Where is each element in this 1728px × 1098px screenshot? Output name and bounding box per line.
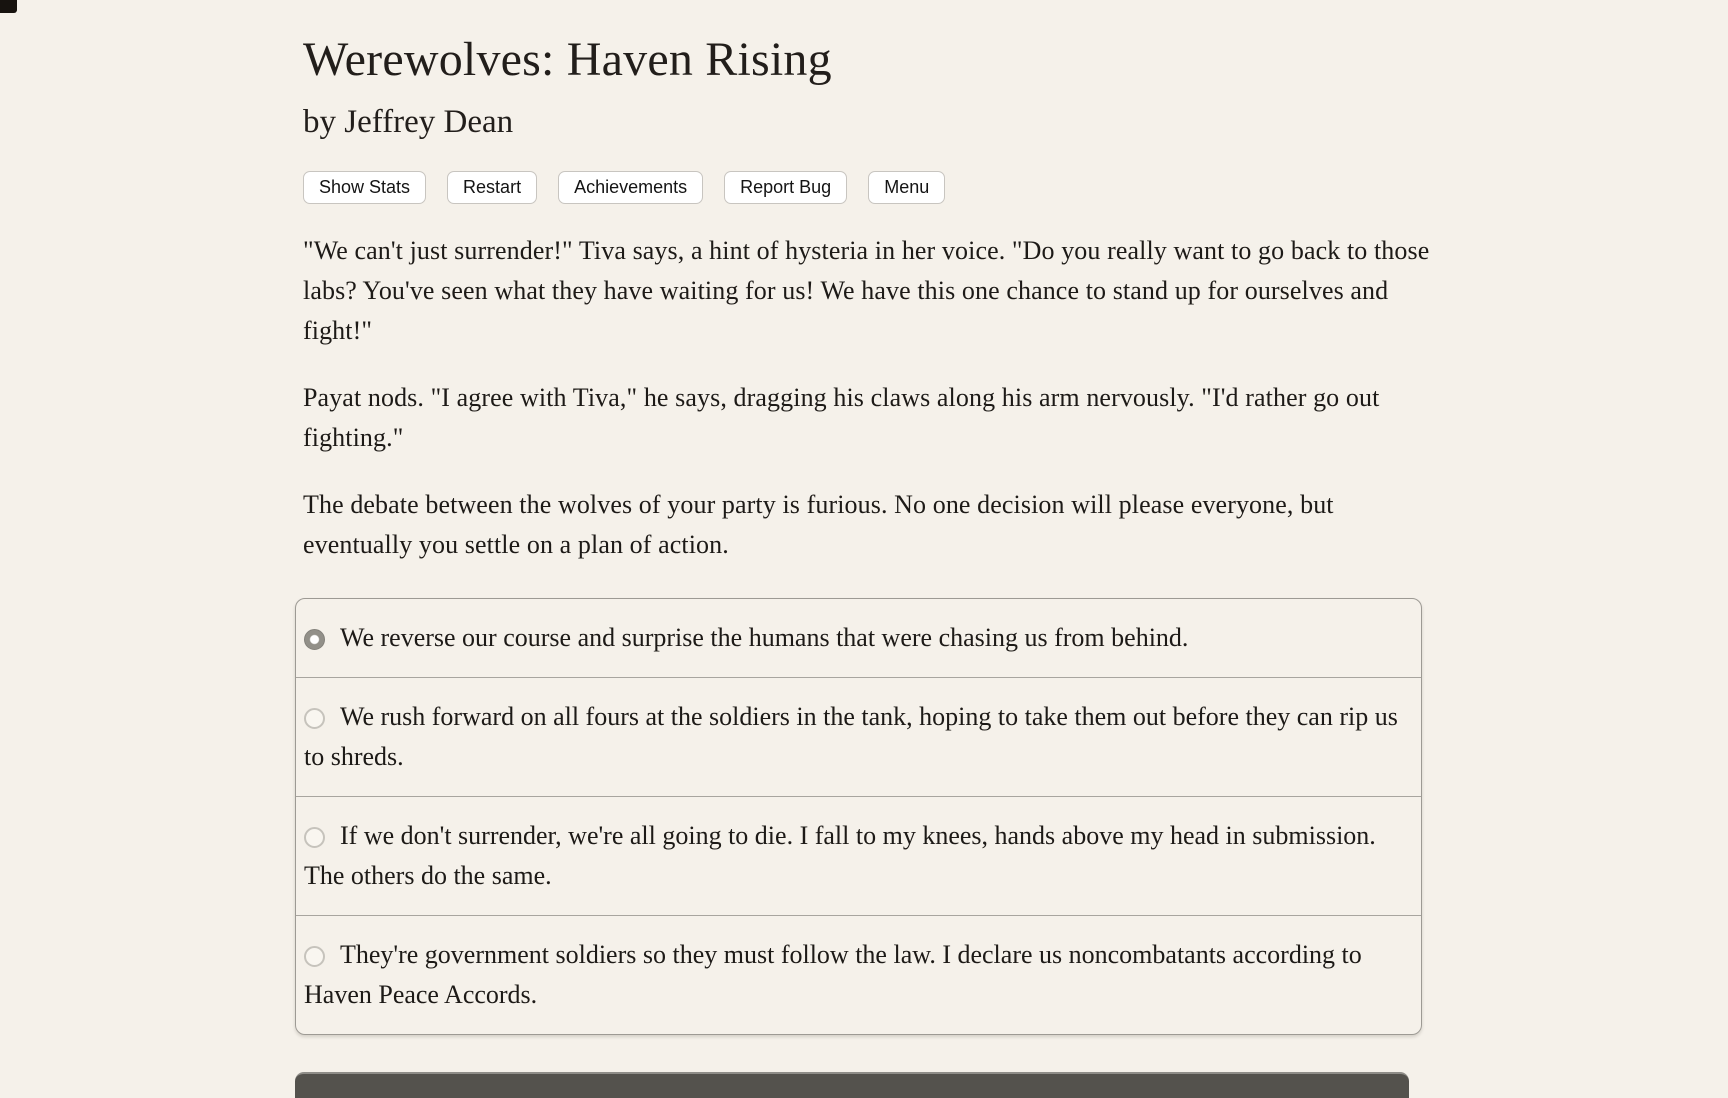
author-byline: by Jeffrey Dean xyxy=(303,104,514,141)
choice-option[interactable] xyxy=(296,915,1421,1034)
radio-icon[interactable] xyxy=(304,708,325,729)
game-title: Werewolves: Haven Rising xyxy=(303,33,832,86)
radio-icon[interactable] xyxy=(304,827,325,848)
story-paragraph: Payat nods. "I agree with Tiva," he says, dragging his claws along his arm nervously. "I'd rather go out fighting." xyxy=(303,383,1380,453)
choice-option-label: We rush forward on all fours at the soldiers in the tank, hoping to take them out before they can rip us to shreds. xyxy=(304,702,1398,772)
menu-button[interactable]: Menu xyxy=(868,171,945,204)
report-bug-button[interactable]: Report Bug xyxy=(724,171,847,204)
next-bar[interactable] xyxy=(295,1072,1409,1098)
choice-option[interactable] xyxy=(296,677,1421,796)
corner-artifact xyxy=(0,0,17,13)
radio-icon[interactable] xyxy=(304,629,325,650)
choice-option-label: If we don't surrender, we're all going to die. I fall to my knees, hands above my head in submission. The others do the same. xyxy=(304,821,1376,891)
choice-option-label: We reverse our course and surprise the humans that were chasing us from behind. xyxy=(340,623,1189,653)
choice-option-label: They're government soldiers so they must follow the law. I declare us noncombatants according to Haven Peace Accords. xyxy=(304,940,1362,1010)
achievements-button[interactable]: Achievements xyxy=(558,171,703,204)
restart-button[interactable]: Restart xyxy=(447,171,537,204)
story-text xyxy=(303,231,1430,565)
game-page xyxy=(303,0,1430,1035)
show-stats-button[interactable]: Show Stats xyxy=(303,171,426,204)
choice-list xyxy=(295,598,1422,1035)
choice-option[interactable] xyxy=(296,796,1421,915)
radio-icon[interactable] xyxy=(304,946,325,967)
story-paragraph: "We can't just surrender!" Tiva says, a hint of hysteria in her voice. "Do you really want to go back to those labs? You've seen what they have waiting for us! We have this one chance to stand up for ourselves and fight!" xyxy=(303,236,1430,346)
story-paragraph: The debate between the wolves of your party is furious. No one decision will please everyone, but eventually you settle on a plan of action. xyxy=(303,490,1334,560)
toolbar xyxy=(303,171,1430,204)
choice-option[interactable] xyxy=(296,599,1421,677)
